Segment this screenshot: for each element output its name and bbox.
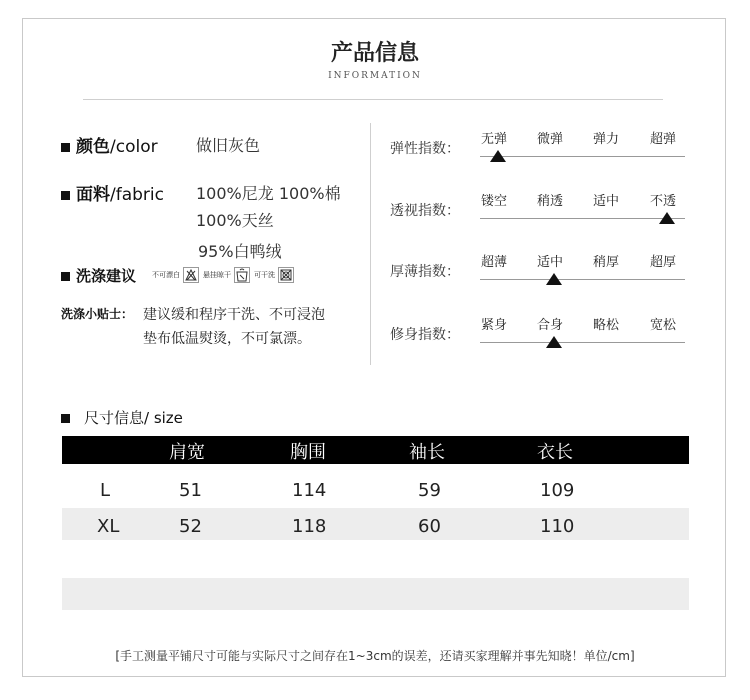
dry-clean-icon [278, 267, 294, 283]
index-marker-icon [546, 273, 562, 285]
index-option: 超厚 [650, 255, 677, 270]
size-heading-text: 尺寸信息/ size [84, 409, 183, 427]
table-row [62, 508, 689, 540]
wash-care-row [152, 267, 298, 283]
index-option: 略松 [593, 318, 620, 333]
index-option: 宽松 [650, 318, 677, 333]
index-marker-icon [659, 212, 675, 224]
index-scale-line [480, 279, 685, 280]
wash-label [61, 265, 136, 286]
index-option: 稍厚 [593, 255, 620, 270]
fabric-label-en: /fabric [110, 185, 164, 205]
size-table-header [62, 436, 689, 464]
fabric-line-3: 95%白鸭绒 [198, 242, 282, 261]
index-label: 透视指数： [390, 203, 460, 219]
table-row-empty [62, 578, 689, 610]
index-option: 紧身 [481, 318, 508, 333]
bullet-square [61, 414, 70, 423]
col-length: 衣长 [537, 442, 573, 463]
col-shoulder: 肩宽 [169, 442, 205, 463]
fabric-label-cn: 面料 [76, 185, 110, 205]
section-divider [370, 123, 371, 365]
wash-item-2: 悬挂晾干 [203, 271, 231, 279]
index-option: 适中 [537, 255, 564, 270]
cell-size: XL [97, 516, 120, 537]
page-subtitle: INFORMATION [328, 71, 422, 81]
index-option: 适中 [593, 194, 620, 209]
cell-shoulder: 51 [179, 480, 202, 501]
index-scale-line [480, 218, 685, 219]
color-value: 做旧灰色 [196, 136, 261, 155]
cell-length: 109 [540, 480, 575, 501]
index-option: 合身 [537, 318, 564, 333]
page-title: 产品信息 [330, 41, 419, 66]
cell-size: L [100, 480, 111, 501]
color-label-cn: 颜色 [76, 137, 110, 157]
bullet-square [61, 191, 70, 200]
washing-tips-label: 洗涤小贴士： [61, 307, 134, 321]
color-label-en: /color [110, 137, 158, 157]
cell-length: 110 [540, 516, 575, 537]
bullet-square [61, 272, 70, 281]
color-label [61, 132, 158, 157]
no-bleach-icon [183, 267, 199, 283]
index-option: 超弹 [650, 132, 677, 147]
index-marker-icon [546, 336, 562, 348]
col-chest: 胸围 [290, 442, 326, 463]
index-option: 稍透 [537, 194, 564, 209]
fabric-line-1: 100%尼龙 100%棉 [196, 184, 341, 203]
wash-item-1: 不可漂白 [152, 271, 180, 279]
size-heading [61, 407, 183, 428]
fabric-label [61, 180, 164, 205]
index-option: 无弹 [481, 132, 508, 147]
cell-chest: 114 [292, 480, 327, 501]
col-sleeve: 袖长 [409, 442, 445, 463]
index-label: 修身指数： [390, 327, 460, 343]
table-row [62, 474, 689, 506]
cell-shoulder: 52 [179, 516, 202, 537]
fabric-line-2: 100%天丝 [196, 211, 274, 230]
index-option: 弹力 [593, 132, 620, 147]
cell-sleeve: 59 [418, 480, 441, 501]
bullet-square [61, 143, 70, 152]
index-scale-line [480, 156, 685, 157]
index-option: 镂空 [481, 194, 508, 209]
cell-chest: 118 [292, 516, 327, 537]
washing-tips-line-1: 建议缓和程序干洗、不可浸泡 [143, 307, 325, 323]
measurement-note: [手工测量平铺尺寸可能与实际尺寸之间存在1~3cm的误差，还请买家理解并事先知晓！单位/cm] [115, 649, 635, 663]
title-divider [83, 99, 663, 100]
wash-item-3: 可干洗 [254, 271, 275, 279]
wash-label-text: 洗涤建议 [76, 267, 137, 285]
hang-dry-icon [234, 267, 250, 283]
index-option: 微弹 [537, 132, 564, 147]
index-scale-line [480, 342, 685, 343]
cell-sleeve: 60 [418, 516, 441, 537]
index-option: 不透 [650, 194, 677, 209]
washing-tips-line-2: 垫布低温熨烫，不可氯漂。 [143, 331, 311, 347]
index-label: 厚薄指数： [390, 264, 460, 280]
index-marker-icon [490, 150, 506, 162]
index-option: 超薄 [481, 255, 508, 270]
index-label: 弹性指数： [390, 141, 460, 157]
